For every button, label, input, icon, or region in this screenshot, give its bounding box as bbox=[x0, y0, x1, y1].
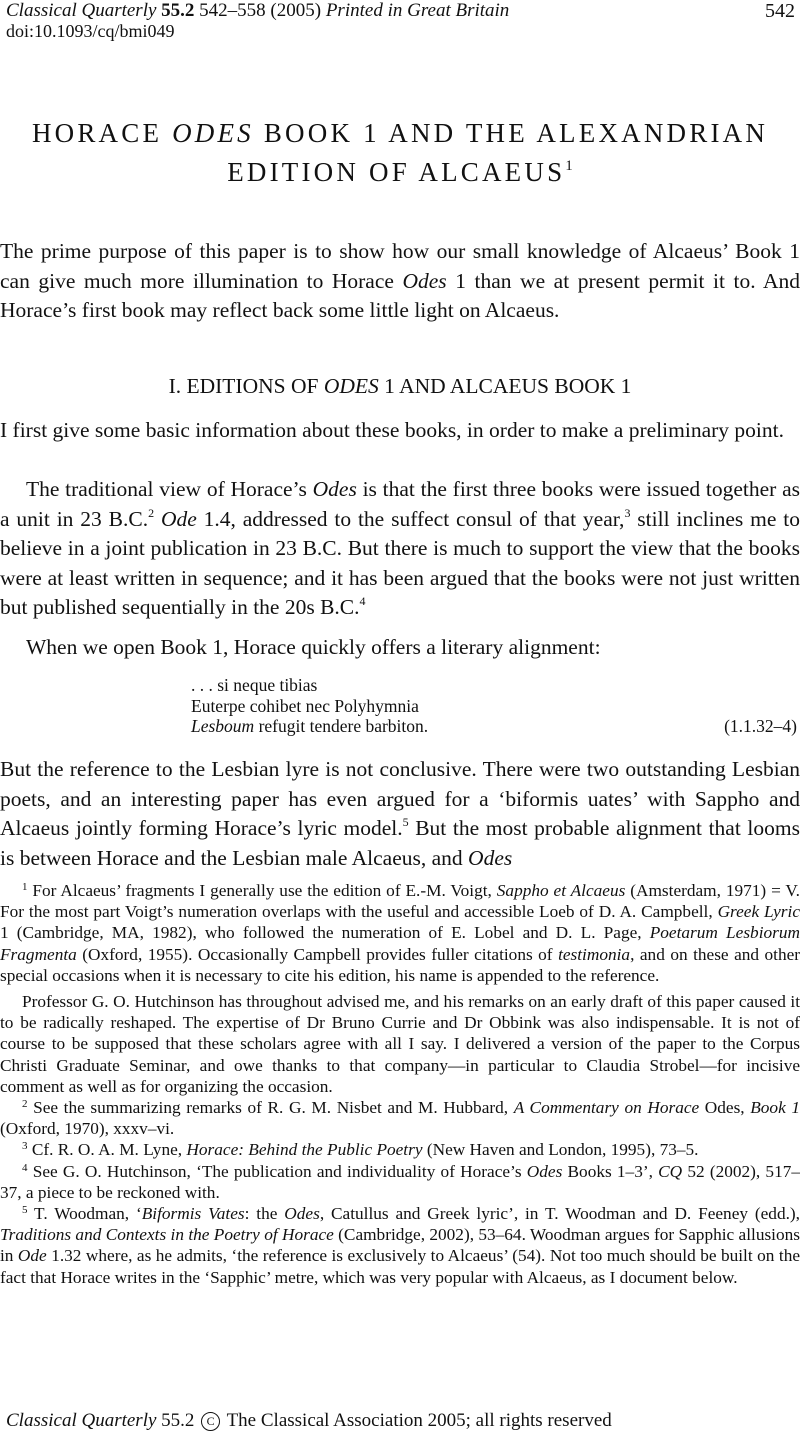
article-title: HORACE ODES BOOK 1 AND THE ALEXANDRIAN EDITION OF ALCAEUS$^1$ bbox=[31, 118, 769, 187]
page-number: 542 bbox=[765, 0, 795, 22]
doi[interactable]: doi:10.1093/cq/bmi049 bbox=[6, 21, 175, 41]
footnote-1-acknowledgements: Professor G. O. Hutchinson has throughout advised me, and his remarks on an early draft of this paper caused it to be radically reshaped. The expertise of Dr Bruno Currie and Dr Obbink was also indispensable. It is not of course to be supposed that these scholars agree with all I say. I delivered a version of the paper to the Corpus Christi Graduate Seminar, and owe thanks to that company—in particular to Claudia Strobel—for incisive comment as well as for organizing the occasion. bbox=[0, 992, 800, 1096]
footnote-3: $^3$ Cf. R. O. A. M. Lyne, Horace: Behind the Public Poetry (New Haven and London, 1995), 73–5. bbox=[22, 1140, 699, 1160]
verse-line-3: Lesboum refugit tendere barbiton. (1.1.32–4) bbox=[191, 716, 797, 736]
body-paragraph-3: When we open Book 1, Horace quickly offers a literary alignment: bbox=[26, 635, 601, 659]
footnote-ref-4[interactable]: 4 bbox=[359, 594, 366, 609]
footnote-1: $^1$ For Alcaeus’ fragments I generally use the edition of E.-M. Voigt, Sappho et Alcaeus (Amsterdam, 1971) = V. For the most part Voigt’s numeration overlaps with the useful and accessible Loeb of D. A. Campbell, Greek Lyric 1 (Cambridge, MA, 1982), who followed the numeration of E. Lobel and D. L. Page, Poetarum Lesbiorum Fragmenta (Oxford, 1955). Occasionally Campbell provides fuller citations of testimonia, and on these and other special occasions when it is necessary to cite his edition, his name is appended to the reference. bbox=[0, 881, 800, 985]
abstract-paragraph: The prime purpose of this paper is to show how our small knowledge of Alcaeus’ Book 1 can give much more illumination to Horace Odes 1 than we at present permit it to. And Horace’s first book may reflect back some little light on Alcaeus. bbox=[0, 239, 800, 323]
body-paragraph-1: I first give some basic information about these books, in order to make a preliminary point. bbox=[0, 418, 784, 442]
footnote-4: $^4$ See G. O. Hutchinson, ‘The publication and individuality of Horace’s Odes Books 1–3’, CQ 52 (2002), 517–37, a piece to be reckoned with. bbox=[0, 1161, 800, 1202]
footnote-5: $^5$ T. Woodman, ‘Biformis Vates: the Odes, Catullus and Greek lyric’, in T. Woodman and D. Feeney (edd.), Traditions and Contexts in the Poetry of Horace (Cambridge, 2002), 53–64. Woodman argues for Sapphic allusions in Ode 1.32 where, as he admits, ‘the reference is exclusively to Alcaeus’ (54). Not too much should be built on the fact that Horace writes in the ‘Sapphic’ metre, which was very popular with Alcaeus, as I document below. bbox=[0, 1204, 800, 1287]
body-paragraph-4: But the reference to the Lesbian lyre is not conclusive. There were two outstanding Lesbian poets, and an interesting paper has even argued for a ‘biformis uates’ with Sappho and Alcaeus jointly forming Horace’s lyric model.$^5$ But the most probable alignment that looms is between Horace and the Lesbian male Alcaeus, and Odes bbox=[0, 757, 800, 870]
footnote-ref-5[interactable]: 5 bbox=[402, 815, 409, 830]
verse-line-1: . . . si neque tibias bbox=[191, 675, 318, 695]
printed-note: Printed in Great Britain bbox=[325, 0, 510, 21]
footnote-ref-1[interactable]: 1 bbox=[565, 158, 573, 174]
verse-quotation bbox=[191, 675, 797, 737]
body-paragraph-2: The traditional view of Horace’s Odes is that the first three books were issued together as a unit in 23 B.C.$^2$ Ode 1.4, addressed to the suffect consul of that year,$^3$ still inclines me to believe in a joint publication in 23 B.C. But there is much to support the view that the books were at least written in sequence; and it has been argued that the books were not just written but published sequentially in the 20s B.C.$^4$ bbox=[0, 477, 800, 620]
footnotes bbox=[0, 880, 800, 1288]
verse-line-2: Euterpe cohibet nec Polyhymnia bbox=[191, 695, 419, 716]
verse-reference: (1.1.32–4) bbox=[724, 716, 797, 736]
copyright-icon: C bbox=[201, 1412, 220, 1431]
footnote-ref-2[interactable]: 2 bbox=[148, 505, 155, 520]
footnote-ref-3[interactable]: 3 bbox=[624, 505, 631, 520]
footnote-2: $^2$ See the summarizing remarks of R. G. M. Nisbet and M. Hubbard, A Commentary on Horace Odes, Book 1 (Oxford, 1970), xxxv–vi. bbox=[0, 1098, 800, 1139]
section-heading: I. EDITIONS OF ODES 1 AND ALCAEUS BOOK 1 bbox=[168, 374, 632, 398]
page-range: 542–558 (2005) bbox=[199, 0, 322, 21]
running-header bbox=[6, 0, 509, 22]
journal-name: Classical Quarterly bbox=[6, 0, 157, 21]
volume-number: 55.2 bbox=[161, 0, 195, 21]
page-footer: Classical Quarterly 55.2 C The Classical Association 2005; all rights reserved bbox=[6, 1410, 612, 1431]
